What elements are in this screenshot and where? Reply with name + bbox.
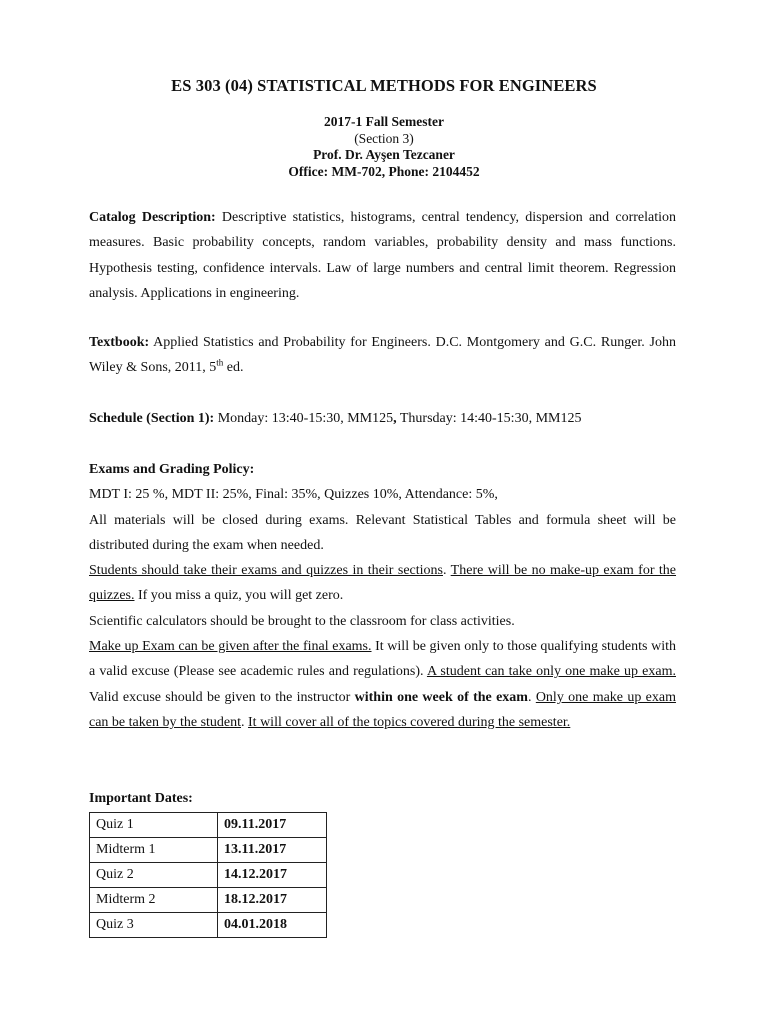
underlined-text: A student can take only one make up exam. — [426, 664, 676, 680]
important-dates-heading: Important Dates: — [89, 791, 193, 806]
event-cell: Quiz 3 — [90, 913, 218, 938]
event-cell: Midterm 1 — [90, 838, 218, 863]
grading-paragraph: Students should take their exams and quizzes in their sections. There will be no make-up exam for the quizzes. If you miss a quiz, you will get zero. — [89, 563, 677, 604]
date-cell: 13.11.2017 — [218, 838, 327, 863]
course-header — [0, 114, 768, 180]
textbook-paragraph: Textbook: Applied Statistics and Probability for Engineers. D.C. Montgomery and G.C. Runger. John Wiley & Sons, 2011, 5th ed. — [89, 335, 676, 376]
date-cell: 09.11.2017 — [218, 813, 327, 838]
table-row — [90, 913, 327, 938]
underlined-text: There will be no make-up exam for the quizzes. — [89, 563, 677, 604]
table-row — [90, 863, 327, 888]
course-title: ES 303 (04) STATISTICAL METHODS FOR ENGINEERS — [171, 76, 597, 95]
professor-line: Prof. Dr. Ayşen Tezcaner — [313, 147, 455, 162]
underlined-text: Students should take their exams and quizzes in their sections — [89, 563, 443, 579]
office-line: Office: MM-702, Phone: 2104452 — [288, 163, 480, 179]
grading-heading: Exams and Grading Policy: — [89, 462, 255, 477]
date-cell: 18.12.2017 — [218, 888, 327, 913]
date-cell: 14.12.2017 — [218, 863, 327, 888]
grading-policy — [89, 457, 676, 735]
grading-paragraph: Make up Exam can be given after the final exams. It will be given only to those qualifying students with a valid excuse (Please see academic rules and regulations). A student can take only one make up exam. Valid excuse should be given to the instructor within one week of the exam. Only one make up exam can be taken by the student. It will cover all of the topics covered during the semester. — [89, 639, 677, 730]
grading-paragraph: Scientific calculators should be brought to the classroom for class activities. — [89, 613, 515, 629]
event-cell: Midterm 2 — [90, 888, 218, 913]
table-row — [90, 838, 327, 863]
section-line: (Section 3) — [354, 130, 414, 146]
underlined-text: Only one make up exam can be taken by the student — [89, 689, 677, 730]
important-dates-table — [89, 812, 327, 938]
superscript-text: th — [216, 357, 224, 368]
bold-text: within one week of the exam — [354, 689, 528, 705]
grading-paragraph: All materials will be closed during exams. Relevant Statistical Tables and formula sheet will be distributed during the exam when needed. — [89, 512, 676, 553]
catalog-description: Catalog Description: Descriptive statistics, histograms, central tendency, dispersion and correlation measures. Basic probability concepts, random variables, probability density and mass functions. Hypothesis testing, confidence intervals. Law of large numbers and central limit theorem. Regression analysis. Applications in engineering. — [89, 210, 676, 301]
date-cell: 04.01.2018 — [218, 913, 327, 938]
schedule-paragraph: Schedule (Section 1): Monday: 13:40-15:30, MM125, Thursday: 14:40-15:30, MM125 — [89, 411, 582, 426]
underlined-text: It will cover all of the topics covered during the semester. — [248, 714, 571, 730]
table-row — [90, 813, 327, 838]
underlined-text: Make up Exam can be given after the final exams. — [89, 639, 372, 655]
grading-paragraph: MDT I: 25 %, MDT II: 25%, Final: 35%, Quizzes 10%, Attendance: 5%, — [89, 487, 498, 503]
bold-text: Schedule (Section 1): — [89, 411, 215, 426]
semester-line: 2017-1 Fall Semester — [324, 114, 444, 129]
bold-text: , — [393, 411, 397, 426]
event-cell: Quiz 2 — [90, 863, 218, 888]
bold-text: Textbook: — [89, 335, 150, 350]
table-row — [90, 888, 327, 913]
event-cell: Quiz 1 — [90, 813, 218, 838]
bold-text: Catalog Description: — [89, 210, 216, 225]
grading-paragraphs — [89, 482, 676, 735]
